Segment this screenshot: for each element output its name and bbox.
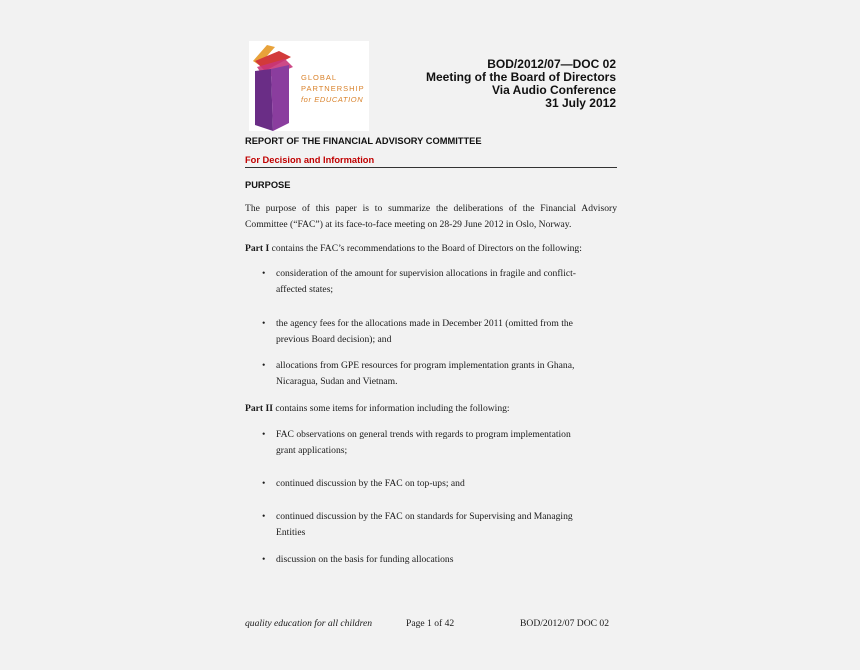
bullet-line: Nicaragua, Sudan and Vietnam. bbox=[276, 376, 398, 387]
meeting-date: 31 July 2012 bbox=[545, 96, 616, 110]
meeting-title: Meeting of the Board of Directors bbox=[425, 70, 616, 84]
purpose-heading: PURPOSE bbox=[245, 180, 291, 190]
bullet-line: continued discussion by the FAC on standards for Supervising and Managing bbox=[276, 511, 573, 522]
bullet-line: previous Board decision); and bbox=[276, 334, 392, 345]
report-title: REPORT OF THE FINANCIAL ADVISORY COMMITTEE bbox=[245, 136, 482, 146]
bullet-icon: • bbox=[262, 511, 266, 522]
logo-line-2: PARTNERSHIP bbox=[301, 84, 365, 93]
logo-wordmark bbox=[301, 72, 365, 105]
footer-doc-id: BOD/2012/07 DOC 02 bbox=[520, 618, 610, 629]
bullet-icon: • bbox=[262, 429, 266, 440]
bullet-line: grant applications; bbox=[276, 445, 348, 456]
bullet-line: continued discussion by the FAC on top-ups; and bbox=[276, 478, 465, 489]
logo-line-3: for EDUCATION bbox=[301, 95, 364, 104]
bullet-icon: • bbox=[262, 360, 266, 371]
footer-page-number: Page 1 of 42 bbox=[406, 618, 455, 629]
footer-slogan: quality education for all children bbox=[245, 618, 373, 629]
part1-lead: Part I bbox=[245, 243, 270, 254]
bullet-icon: • bbox=[262, 554, 266, 565]
document-header bbox=[426, 58, 616, 110]
part1-intro bbox=[245, 241, 617, 257]
bullet-line: consideration of the amount for supervision allocations in fragile and conflict- bbox=[276, 268, 576, 279]
doc-id: BOD/2012/07—DOC 02 bbox=[487, 57, 616, 71]
bullet-icon: • bbox=[262, 478, 266, 489]
bullet-icon: • bbox=[262, 318, 266, 329]
gpe-logo bbox=[249, 41, 369, 131]
decision-label: For Decision and Information bbox=[245, 155, 375, 165]
bullet-line: FAC observations on general trends with regards to program implementation bbox=[276, 429, 571, 440]
bullet-line: affected states; bbox=[276, 284, 334, 295]
part1-text: contains the FAC’s recommendations to the Board of Directors on the following: bbox=[269, 243, 582, 254]
divider bbox=[245, 167, 617, 168]
bullet-line: the agency fees for the allocations made in December 2011 (omitted from the bbox=[276, 318, 573, 329]
part2-intro bbox=[245, 401, 617, 417]
part2-lead: Part II bbox=[245, 403, 273, 414]
bullet-line: allocations from GPE resources for program implementation grants in Ghana, bbox=[276, 360, 575, 371]
logo-line-1: GLOBAL bbox=[301, 73, 338, 82]
bullet-line: Entities bbox=[276, 527, 306, 538]
bullet-line: discussion on the basis for funding allocations bbox=[276, 554, 454, 565]
part2-text: contains some items for information including the following: bbox=[272, 403, 510, 414]
meeting-mode: Via Audio Conference bbox=[491, 83, 616, 97]
purpose-text: The purpose of this paper is to summarize the deliberations of the Financial Advisory Committee (“FAC”) at its face-to-face meeting on 28-29 June 2012 in Oslo, Norway. bbox=[245, 203, 617, 230]
bullet-icon: • bbox=[262, 268, 266, 279]
